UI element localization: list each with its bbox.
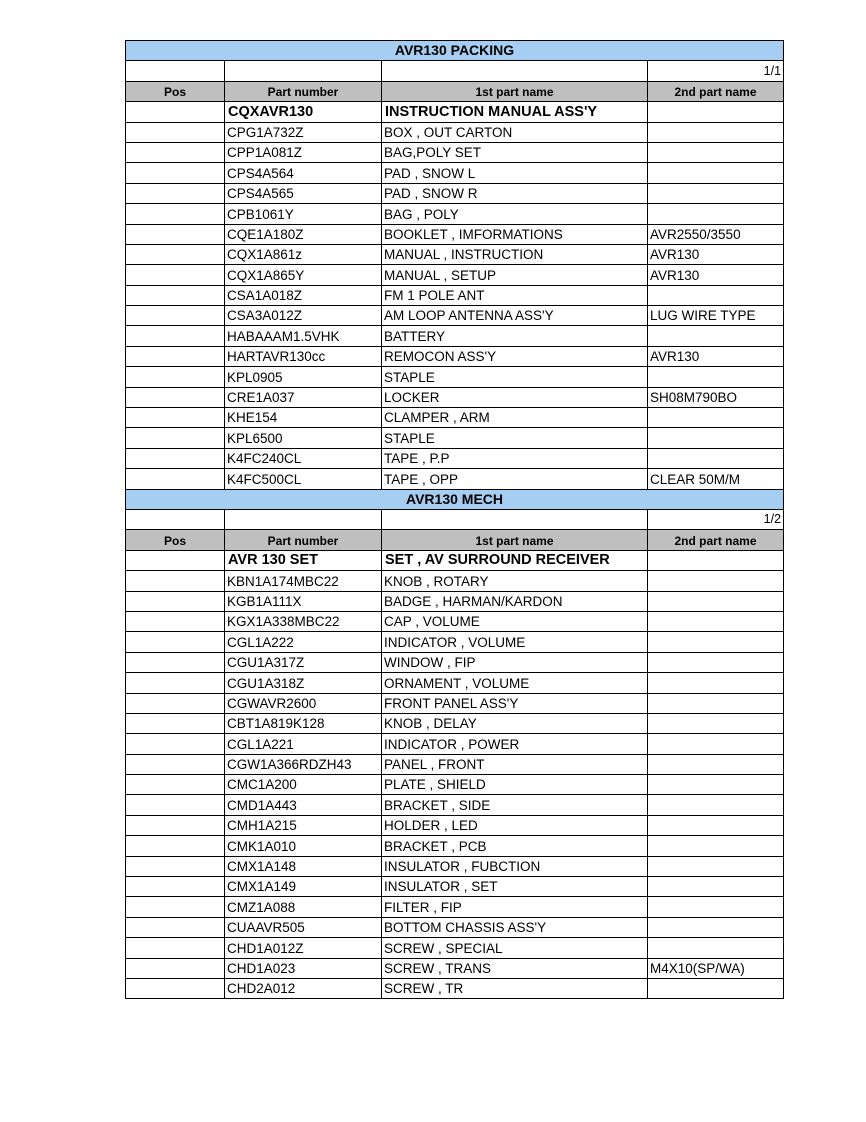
part-number-cell: CPS4A564 xyxy=(225,163,382,183)
part-number-cell: KPL6500 xyxy=(225,428,382,448)
pos-cell xyxy=(126,163,225,183)
second-part-name-cell xyxy=(648,775,784,795)
second-part-name-cell xyxy=(648,367,784,387)
table-row xyxy=(126,571,784,591)
first-part-name-cell: SCREW , SPECIAL xyxy=(382,938,648,958)
second-part-name-cell xyxy=(648,877,784,897)
table-row xyxy=(126,387,784,407)
header-part-number: Part number xyxy=(225,530,382,550)
table-row xyxy=(126,163,784,183)
section-title-row xyxy=(126,489,784,509)
pos-cell xyxy=(126,244,225,264)
second-part-name-cell xyxy=(648,550,784,570)
second-part-name-cell xyxy=(648,693,784,713)
table-row xyxy=(126,754,784,774)
pos-cell xyxy=(126,224,225,244)
table-row xyxy=(126,632,784,652)
header-pos: Pos xyxy=(126,81,225,101)
table-row xyxy=(126,408,784,428)
pos-cell xyxy=(126,897,225,917)
first-part-name-cell: BADGE , HARMAN/KARDON xyxy=(382,591,648,611)
first-part-name-cell: AM LOOP ANTENNA ASS'Y xyxy=(382,306,648,326)
part-number-cell: CPP1A081Z xyxy=(225,142,382,162)
header-1st-part-name: 1st part name xyxy=(382,530,648,550)
second-part-name-cell xyxy=(648,856,784,876)
table-row xyxy=(126,550,784,570)
table-row xyxy=(126,673,784,693)
pos-cell xyxy=(126,652,225,672)
part-number-cell: CMH1A215 xyxy=(225,815,382,835)
header-2nd-part-name: 2nd part name xyxy=(648,530,784,550)
second-part-name-cell xyxy=(648,183,784,203)
table-row xyxy=(126,856,784,876)
page-number: 1/2 xyxy=(648,509,784,529)
second-part-name-cell xyxy=(648,836,784,856)
part-number-cell: CMD1A443 xyxy=(225,795,382,815)
first-part-name-cell: PANEL , FRONT xyxy=(382,754,648,774)
table-row xyxy=(126,815,784,835)
first-part-name-cell: TAPE , P.P xyxy=(382,448,648,468)
empty-cell xyxy=(126,509,225,529)
first-part-name-cell: INDICATOR , VOLUME xyxy=(382,632,648,652)
part-number-cell: CQE1A180Z xyxy=(225,224,382,244)
second-part-name-cell xyxy=(648,448,784,468)
table-row xyxy=(126,469,784,489)
pos-cell xyxy=(126,632,225,652)
part-number-cell: KHE154 xyxy=(225,408,382,428)
table-row xyxy=(126,917,784,937)
second-part-name-cell xyxy=(648,571,784,591)
second-part-name-cell xyxy=(648,632,784,652)
second-part-name-cell xyxy=(648,611,784,631)
pos-cell xyxy=(126,448,225,468)
table-row xyxy=(126,978,784,998)
part-number-cell: CGL1A222 xyxy=(225,632,382,652)
pos-cell xyxy=(126,285,225,305)
pos-cell xyxy=(126,367,225,387)
header-pos: Pos xyxy=(126,530,225,550)
pos-cell xyxy=(126,734,225,754)
section-title-row xyxy=(126,41,784,61)
first-part-name-cell: STAPLE xyxy=(382,367,648,387)
part-number-cell: CGL1A221 xyxy=(225,734,382,754)
part-number-cell: CBT1A819K128 xyxy=(225,713,382,733)
first-part-name-cell: WINDOW , FIP xyxy=(382,652,648,672)
pos-cell xyxy=(126,693,225,713)
first-part-name-cell: BOTTOM CHASSIS ASS'Y xyxy=(382,917,648,937)
page-number-row xyxy=(126,509,784,529)
second-part-name-cell: AVR130 xyxy=(648,346,784,366)
pos-cell xyxy=(126,591,225,611)
part-number-cell: CSA1A018Z xyxy=(225,285,382,305)
part-number-cell: CQX1A861z xyxy=(225,244,382,264)
table-row xyxy=(126,775,784,795)
second-part-name-cell xyxy=(648,163,784,183)
part-number-cell: KPL0905 xyxy=(225,367,382,387)
part-number-cell: CUAAVR505 xyxy=(225,917,382,937)
first-part-name-cell: REMOCON ASS'Y xyxy=(382,346,648,366)
table-row xyxy=(126,652,784,672)
table-row xyxy=(126,938,784,958)
table-row xyxy=(126,142,784,162)
part-number-cell: K4FC500CL xyxy=(225,469,382,489)
first-part-name-cell: BRACKET , SIDE xyxy=(382,795,648,815)
page-number-row xyxy=(126,61,784,81)
table-row xyxy=(126,611,784,631)
table-row xyxy=(126,448,784,468)
pos-cell xyxy=(126,673,225,693)
second-part-name-cell xyxy=(648,713,784,733)
pos-cell xyxy=(126,122,225,142)
first-part-name-cell: KNOB , DELAY xyxy=(382,713,648,733)
first-part-name-cell: PAD , SNOW R xyxy=(382,183,648,203)
second-part-name-cell xyxy=(648,917,784,937)
part-number-cell: CRE1A037 xyxy=(225,387,382,407)
first-part-name-cell: FRONT PANEL ASS'Y xyxy=(382,693,648,713)
table-row xyxy=(126,591,784,611)
table-row xyxy=(126,795,784,815)
part-number-cell: CPG1A732Z xyxy=(225,122,382,142)
pos-cell xyxy=(126,102,225,122)
first-part-name-cell: SCREW , TR xyxy=(382,978,648,998)
second-part-name-cell: M4X10(SP/WA) xyxy=(648,958,784,978)
first-part-name-cell: MANUAL , SETUP xyxy=(382,265,648,285)
second-part-name-cell xyxy=(648,938,784,958)
pos-cell xyxy=(126,958,225,978)
part-number-cell: KBN1A174MBC22 xyxy=(225,571,382,591)
first-part-name-cell: INSTRUCTION MANUAL ASS'Y xyxy=(382,102,648,122)
table-row xyxy=(126,244,784,264)
second-part-name-cell: AVR2550/3550 xyxy=(648,224,784,244)
table-row xyxy=(126,224,784,244)
second-part-name-cell xyxy=(648,978,784,998)
second-part-name-cell xyxy=(648,204,784,224)
first-part-name-cell: MANUAL , INSTRUCTION xyxy=(382,244,648,264)
second-part-name-cell xyxy=(648,652,784,672)
first-part-name-cell: BAG,POLY SET xyxy=(382,142,648,162)
empty-cell xyxy=(126,61,225,81)
table-row xyxy=(126,204,784,224)
pos-cell xyxy=(126,428,225,448)
pos-cell xyxy=(126,183,225,203)
empty-cell xyxy=(382,61,648,81)
first-part-name-cell: FILTER , FIP xyxy=(382,897,648,917)
second-part-name-cell xyxy=(648,591,784,611)
first-part-name-cell: CAP , VOLUME xyxy=(382,611,648,631)
first-part-name-cell: HOLDER , LED xyxy=(382,815,648,835)
part-number-cell: CGW1A366RDZH43 xyxy=(225,754,382,774)
table-row xyxy=(126,713,784,733)
second-part-name-cell: CLEAR 50M/M xyxy=(648,469,784,489)
empty-cell xyxy=(382,509,648,529)
second-part-name-cell xyxy=(648,815,784,835)
pos-cell xyxy=(126,877,225,897)
second-part-name-cell xyxy=(648,897,784,917)
table-row xyxy=(126,693,784,713)
pos-cell xyxy=(126,387,225,407)
table-row xyxy=(126,877,784,897)
part-number-cell: CMZ1A088 xyxy=(225,897,382,917)
table-row xyxy=(126,285,784,305)
second-part-name-cell: LUG WIRE TYPE xyxy=(648,306,784,326)
part-number-cell: AVR 130 SET xyxy=(225,550,382,570)
second-part-name-cell xyxy=(648,285,784,305)
second-part-name-cell xyxy=(648,102,784,122)
first-part-name-cell: STAPLE xyxy=(382,428,648,448)
table-row xyxy=(126,897,784,917)
pos-cell xyxy=(126,550,225,570)
part-number-cell: K4FC240CL xyxy=(225,448,382,468)
second-part-name-cell: SH08M790BO xyxy=(648,387,784,407)
first-part-name-cell: BOOKLET , IMFORMATIONS xyxy=(382,224,648,244)
pos-cell xyxy=(126,978,225,998)
pos-cell xyxy=(126,469,225,489)
pos-cell xyxy=(126,795,225,815)
part-number-cell: CQXAVR130 xyxy=(225,102,382,122)
part-number-cell: CGU1A318Z xyxy=(225,673,382,693)
part-number-cell: HABAAAM1.5VHK xyxy=(225,326,382,346)
first-part-name-cell: PLATE , SHIELD xyxy=(382,775,648,795)
part-number-cell: CMK1A010 xyxy=(225,836,382,856)
pos-cell xyxy=(126,713,225,733)
section-title: AVR130 PACKING xyxy=(126,41,784,61)
column-header-row xyxy=(126,530,784,550)
parts-list-sheet xyxy=(125,40,784,999)
first-part-name-cell: INDICATOR , POWER xyxy=(382,734,648,754)
pos-cell xyxy=(126,346,225,366)
part-number-cell: CPB1061Y xyxy=(225,204,382,224)
table-row xyxy=(126,836,784,856)
header-part-number: Part number xyxy=(225,81,382,101)
page-number: 1/1 xyxy=(648,61,784,81)
second-part-name-cell xyxy=(648,754,784,774)
first-part-name-cell: BRACKET , PCB xyxy=(382,836,648,856)
part-number-cell: CGWAVR2600 xyxy=(225,693,382,713)
first-part-name-cell: BAG , POLY xyxy=(382,204,648,224)
first-part-name-cell: ORNAMENT , VOLUME xyxy=(382,673,648,693)
pos-cell xyxy=(126,775,225,795)
table-row xyxy=(126,428,784,448)
pos-cell xyxy=(126,142,225,162)
empty-cell xyxy=(225,509,382,529)
pos-cell xyxy=(126,611,225,631)
part-number-cell: KGB1A111X xyxy=(225,591,382,611)
part-number-cell: CSA3A012Z xyxy=(225,306,382,326)
header-1st-part-name: 1st part name xyxy=(382,81,648,101)
part-number-cell: CHD2A012 xyxy=(225,978,382,998)
first-part-name-cell: PAD , SNOW L xyxy=(382,163,648,183)
first-part-name-cell: INSULATOR , FUBCTION xyxy=(382,856,648,876)
second-part-name-cell xyxy=(648,734,784,754)
pos-cell xyxy=(126,856,225,876)
second-part-name-cell: AVR130 xyxy=(648,244,784,264)
second-part-name-cell xyxy=(648,795,784,815)
second-part-name-cell xyxy=(648,142,784,162)
pos-cell xyxy=(126,408,225,428)
first-part-name-cell: SCREW , TRANS xyxy=(382,958,648,978)
table-row xyxy=(126,122,784,142)
header-2nd-part-name: 2nd part name xyxy=(648,81,784,101)
first-part-name-cell: TAPE , OPP xyxy=(382,469,648,489)
second-part-name-cell: AVR130 xyxy=(648,265,784,285)
pos-cell xyxy=(126,917,225,937)
table-row xyxy=(126,367,784,387)
first-part-name-cell: INSULATOR , SET xyxy=(382,877,648,897)
pos-cell xyxy=(126,815,225,835)
table-row xyxy=(126,183,784,203)
second-part-name-cell xyxy=(648,408,784,428)
part-number-cell: CHD1A012Z xyxy=(225,938,382,958)
second-part-name-cell xyxy=(648,428,784,448)
part-number-cell: CQX1A865Y xyxy=(225,265,382,285)
pos-cell xyxy=(126,306,225,326)
part-number-cell: CMC1A200 xyxy=(225,775,382,795)
first-part-name-cell: BOX , OUT CARTON xyxy=(382,122,648,142)
second-part-name-cell xyxy=(648,122,784,142)
table-row xyxy=(126,306,784,326)
part-number-cell: CMX1A148 xyxy=(225,856,382,876)
pos-cell xyxy=(126,265,225,285)
pos-cell xyxy=(126,938,225,958)
part-number-cell: HARTAVR130cc xyxy=(225,346,382,366)
table-row xyxy=(126,326,784,346)
part-number-cell: KGX1A338MBC22 xyxy=(225,611,382,631)
table-row xyxy=(126,265,784,285)
part-number-cell: CMX1A149 xyxy=(225,877,382,897)
column-header-row xyxy=(126,81,784,101)
pos-cell xyxy=(126,204,225,224)
first-part-name-cell: KNOB , ROTARY xyxy=(382,571,648,591)
section-title: AVR130 MECH xyxy=(126,489,784,509)
table-row xyxy=(126,958,784,978)
empty-cell xyxy=(225,61,382,81)
first-part-name-cell: BATTERY xyxy=(382,326,648,346)
table-row xyxy=(126,102,784,122)
first-part-name-cell: SET , AV SURROUND RECEIVER xyxy=(382,550,648,570)
first-part-name-cell: FM 1 POLE ANT xyxy=(382,285,648,305)
first-part-name-cell: LOCKER xyxy=(382,387,648,407)
table-row xyxy=(126,346,784,366)
second-part-name-cell xyxy=(648,673,784,693)
pos-cell xyxy=(126,754,225,774)
pos-cell xyxy=(126,836,225,856)
part-number-cell: CGU1A317Z xyxy=(225,652,382,672)
first-part-name-cell: CLAMPER , ARM xyxy=(382,408,648,428)
part-number-cell: CPS4A565 xyxy=(225,183,382,203)
table-row xyxy=(126,734,784,754)
pos-cell xyxy=(126,571,225,591)
part-number-cell: CHD1A023 xyxy=(225,958,382,978)
pos-cell xyxy=(126,326,225,346)
second-part-name-cell xyxy=(648,326,784,346)
